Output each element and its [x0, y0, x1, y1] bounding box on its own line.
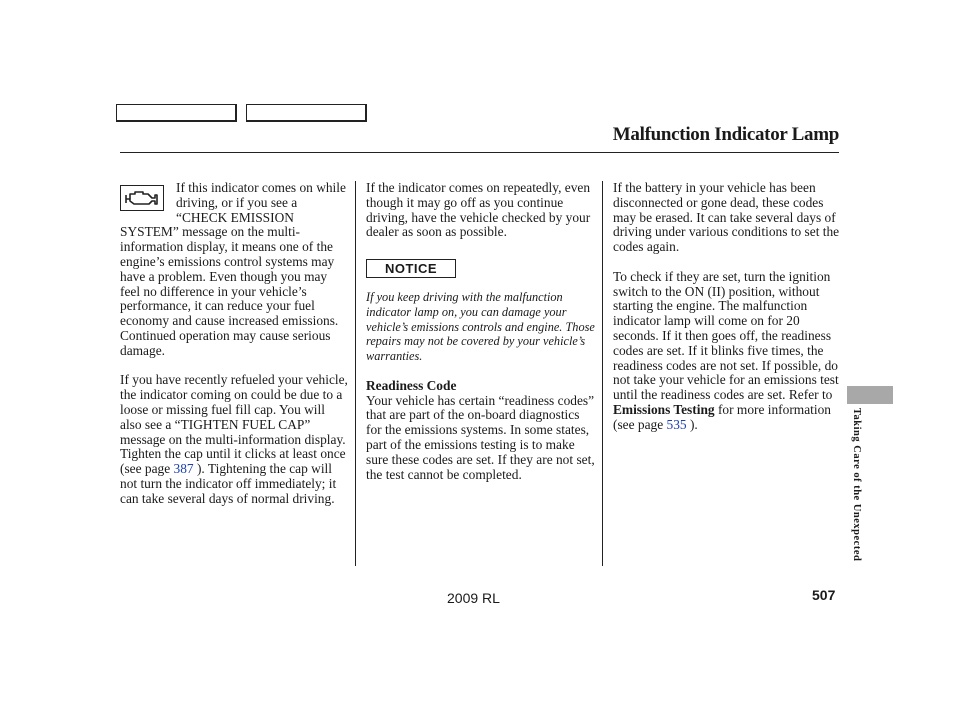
column-1 — [120, 181, 349, 521]
notice-text: If you keep driving with the malfunction indicator lamp on, you can damage your vehicle’s emissions controls and engine. Those repairs may not be covered by your vehicle’s warranties. — [366, 289, 595, 364]
check-codes-end: ). — [686, 416, 698, 432]
fuel-cap-text: If you have recently refueled your vehicle, the indicator coming on could be due to a loose or missing fuel fill cap. You will also see a “TIGHTEN FUEL CAP” message on the multi-information display. Tighten the cap until it clicks at least once (see page — [120, 372, 348, 477]
paragraph-readiness: Your vehicle has certain “readiness codes” that are part of the on-board diagnostics for the emissions systems. In some states, part of the emissions testing is to make sure these codes are set. If they are not set, the test cannot be completed. — [366, 392, 595, 482]
readiness-heading: Readiness Code — [366, 377, 457, 393]
paragraph-battery: If the battery in your vehicle has been disconnected or gone dead, these codes may be erased. It can take several days of driving under various conditions to set the codes again. — [613, 180, 840, 255]
paragraph-check-codes — [613, 270, 841, 433]
page-number: 507 — [812, 587, 836, 603]
emissions-testing-ref: Emissions Testing — [613, 401, 715, 417]
footer-model: 2009 RL — [447, 590, 500, 606]
title-rule — [120, 152, 839, 153]
paragraph-indicator-on: If this indicator comes on while driving, or if you see a “CHECK EMISSION SYSTEM” message on the multi-information display, it means one of the engine’s emissions control systems may have a problem. Even though you may feel no difference in your vehicle’s performance, it can reduce your fuel economy and cause increased emissions. Continued operation may cause serious damage. — [120, 180, 346, 358]
paragraph-repeated: If the indicator comes on repeatedly, even though it may go off as you continue driving, have the vehicle checked by your dealer as soon as possible. — [366, 180, 591, 240]
page-title: Malfunction Indicator Lamp — [612, 124, 839, 145]
check-codes-text: To check if they are set, turn the ignition switch to the ON (II) position, without starting the engine. The malfunction indicator lamp will come on for 20 seconds. If it then goes off, the readiness codes are set. If it blinks five times, the readiness codes are not set. If possible, do not take your vehicle for an emissions test until the readiness codes are set. Refer to — [613, 268, 839, 403]
column-divider-1 — [355, 181, 356, 566]
section-tab-marker[interactable] — [847, 386, 893, 404]
nav-tab-box-1[interactable] — [116, 104, 237, 122]
notice-label: NOTICE — [366, 259, 456, 278]
check-engine-icon — [120, 185, 164, 211]
column-2 — [366, 181, 596, 497]
fuel-cap-text-end: ). Tightening the cap will not turn the indicator off immediately; it can take several days of normal driving. — [120, 461, 337, 506]
page-link-387[interactable]: 387 — [173, 461, 194, 477]
check-codes-mid: for more information (see page — [613, 401, 831, 432]
column-3 — [613, 181, 841, 447]
page-link-535[interactable]: 535 — [666, 416, 687, 432]
section-label: Taking Care of the Unexpected — [851, 408, 862, 562]
column-divider-2 — [602, 181, 603, 566]
nav-tab-box-2[interactable] — [246, 104, 367, 122]
paragraph-fuel-cap — [120, 373, 349, 506]
